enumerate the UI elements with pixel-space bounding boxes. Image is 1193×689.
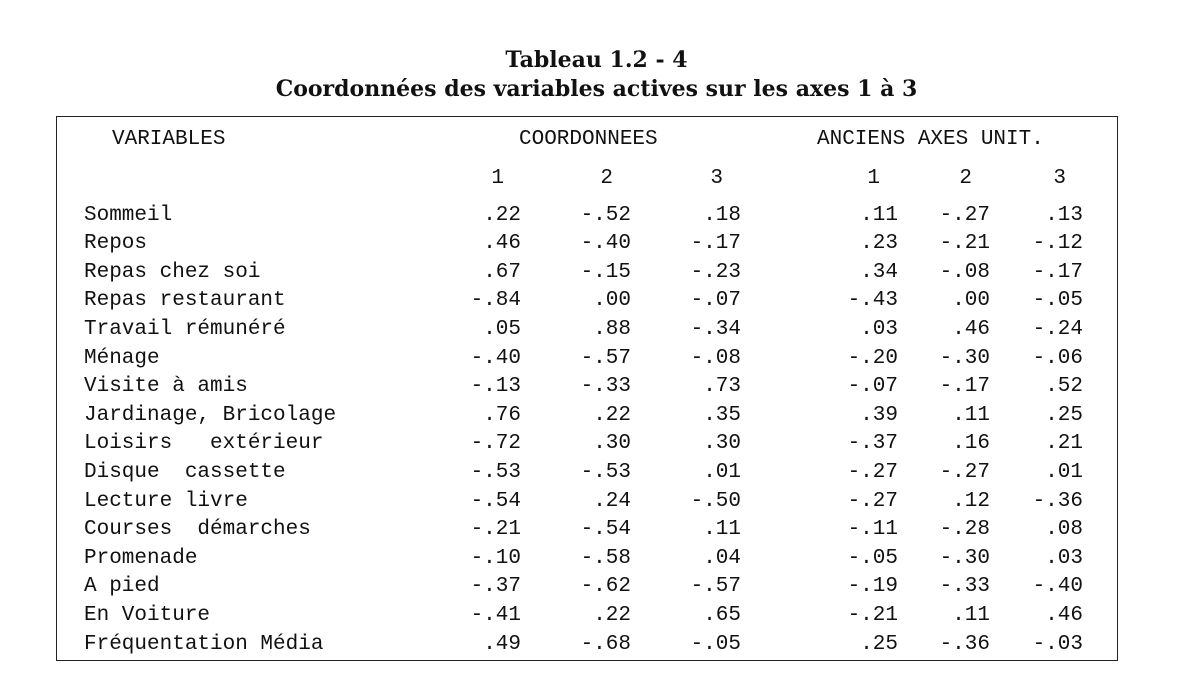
value-cell: -.37	[470, 575, 521, 599]
value-cell: -.33	[580, 375, 631, 399]
value-cell: .25	[1045, 403, 1083, 427]
header-variables: VARIABLES	[112, 128, 226, 151]
variable-name: Disque cassette	[84, 460, 286, 484]
value-cell: .01	[703, 460, 741, 484]
variable-name: Jardinage, Bricolage	[84, 403, 337, 427]
variable-name: Travail rémunéré	[84, 317, 286, 341]
header-anciens-axes: ANCIENS AXES UNIT.	[817, 128, 1044, 151]
value-cell: -.72	[470, 432, 521, 456]
variable-name: En Voiture	[84, 603, 211, 627]
value-cell: -.36	[1032, 489, 1083, 513]
value-cell: .34	[860, 260, 898, 284]
value-cell: -.05	[847, 546, 898, 570]
table-row	[0, 631, 1193, 660]
value-cell: .39	[860, 403, 898, 427]
variable-name: Lecture livre	[84, 489, 248, 513]
value-cell: -.15	[580, 260, 631, 284]
value-cell: .11	[952, 403, 990, 427]
value-cell: .22	[483, 203, 521, 227]
value-cell: -.57	[690, 575, 741, 599]
value-cell: -.08	[939, 260, 990, 284]
value-cell: -.07	[690, 289, 741, 313]
table-row	[0, 230, 1193, 259]
value-cell: .11	[952, 603, 990, 627]
table-row	[0, 259, 1193, 288]
value-cell: -.28	[939, 518, 990, 542]
value-cell: -.27	[847, 460, 898, 484]
value-cell: .52	[1045, 375, 1083, 399]
variable-name: A pied	[84, 575, 160, 599]
value-cell: -.40	[1032, 575, 1083, 599]
value-cell: .67	[483, 260, 521, 284]
value-cell: -.53	[580, 460, 631, 484]
value-cell: -.68	[580, 632, 631, 656]
value-cell: .88	[593, 317, 631, 341]
table-row	[0, 316, 1193, 345]
value-cell: .46	[952, 317, 990, 341]
value-cell: -.58	[580, 546, 631, 570]
value-cell: .03	[860, 317, 898, 341]
value-cell: -.17	[1032, 260, 1083, 284]
value-cell: -.21	[939, 232, 990, 256]
value-cell: -.21	[470, 518, 521, 542]
value-cell: -.41	[470, 603, 521, 627]
value-cell: -.53	[470, 460, 521, 484]
value-cell: .18	[703, 203, 741, 227]
value-cell: -.06	[1032, 346, 1083, 370]
value-cell: -.50	[690, 489, 741, 513]
value-cell: -.30	[939, 546, 990, 570]
value-cell: .21	[1045, 432, 1083, 456]
value-cell: .24	[593, 489, 631, 513]
value-cell: -.27	[847, 489, 898, 513]
value-cell: -.07	[847, 375, 898, 399]
value-cell: .22	[593, 603, 631, 627]
variable-name: Repos	[84, 232, 148, 256]
value-cell: -.30	[939, 346, 990, 370]
value-cell: .11	[703, 518, 741, 542]
value-cell: .05	[483, 317, 521, 341]
value-cell: -.03	[1032, 632, 1083, 656]
table-row	[0, 573, 1193, 602]
value-cell: -.33	[939, 575, 990, 599]
value-cell: -.23	[690, 260, 741, 284]
value-cell: -.08	[690, 346, 741, 370]
value-cell: .76	[483, 403, 521, 427]
value-cell: -.05	[690, 632, 741, 656]
value-cell: .65	[703, 603, 741, 627]
value-cell: -.27	[939, 460, 990, 484]
value-cell: -.24	[1032, 317, 1083, 341]
value-cell: .46	[1045, 603, 1083, 627]
variable-name: Repas chez soi	[84, 260, 261, 284]
value-cell: -.12	[1032, 232, 1083, 256]
value-cell: -.27	[939, 203, 990, 227]
value-cell: -.17	[690, 232, 741, 256]
value-cell: -.19	[847, 575, 898, 599]
variable-name: Sommeil	[84, 203, 173, 227]
value-cell: -.10	[470, 546, 521, 570]
table-title: Tableau 1.2 - 4	[505, 47, 688, 73]
value-cell: .01	[1045, 460, 1083, 484]
header-coordonnees: COORDONNEES	[519, 128, 658, 151]
table-row	[0, 345, 1193, 374]
value-cell: .30	[593, 432, 631, 456]
value-cell: .35	[703, 403, 741, 427]
value-cell: -.54	[580, 518, 631, 542]
value-cell: .11	[860, 203, 898, 227]
value-cell: .00	[593, 289, 631, 313]
value-cell: -.62	[580, 575, 631, 599]
subheader-cell: 1	[867, 167, 880, 190]
table-row	[0, 516, 1193, 545]
variable-name: Visite à amis	[84, 375, 248, 399]
table-row	[0, 488, 1193, 517]
table-row	[0, 202, 1193, 231]
value-cell: .49	[483, 632, 521, 656]
table-subtitle: Coordonnées des variables actives sur les axes 1 à 3	[275, 76, 918, 102]
variable-name: Courses démarches	[84, 518, 311, 542]
value-cell: -.34	[690, 317, 741, 341]
value-cell: -.36	[939, 632, 990, 656]
variable-name: Promenade	[84, 546, 198, 570]
value-cell: -.21	[847, 603, 898, 627]
value-cell: .73	[703, 375, 741, 399]
value-cell: .08	[1045, 518, 1083, 542]
table-row	[0, 545, 1193, 574]
value-cell: -.40	[470, 346, 521, 370]
variable-name: Fréquentation Média	[84, 632, 324, 656]
value-cell: -.43	[847, 289, 898, 313]
subheader-cell: 2	[959, 167, 972, 190]
value-cell: .00	[952, 289, 990, 313]
value-cell: -.05	[1032, 289, 1083, 313]
value-cell: .03	[1045, 546, 1083, 570]
value-cell: -.54	[470, 489, 521, 513]
table-row	[0, 602, 1193, 631]
table-row	[0, 430, 1193, 459]
table-row	[0, 287, 1193, 316]
value-cell: .22	[593, 403, 631, 427]
value-cell: -.37	[847, 432, 898, 456]
value-cell: .12	[952, 489, 990, 513]
value-cell: -.52	[580, 203, 631, 227]
value-cell: -.20	[847, 346, 898, 370]
table-row	[0, 459, 1193, 488]
value-cell: .23	[860, 232, 898, 256]
value-cell: -.17	[939, 375, 990, 399]
variable-name: Loisirs extérieur	[84, 432, 324, 456]
variable-name: Repas restaurant	[84, 289, 286, 313]
value-cell: .16	[952, 432, 990, 456]
variable-name: Ménage	[84, 346, 160, 370]
subheader-cell: 2	[600, 167, 613, 190]
value-cell: -.84	[470, 289, 521, 313]
table-row	[0, 402, 1193, 431]
value-cell: .46	[483, 232, 521, 256]
subheader-cell: 3	[1053, 167, 1066, 190]
subheader-cell: 1	[491, 167, 504, 190]
value-cell: .25	[860, 632, 898, 656]
table-row	[0, 373, 1193, 402]
value-cell: .04	[703, 546, 741, 570]
value-cell: .30	[703, 432, 741, 456]
value-cell: -.13	[470, 375, 521, 399]
subheader-cell: 3	[710, 167, 723, 190]
value-cell: -.11	[847, 518, 898, 542]
value-cell: .13	[1045, 203, 1083, 227]
value-cell: -.40	[580, 232, 631, 256]
value-cell: -.57	[580, 346, 631, 370]
